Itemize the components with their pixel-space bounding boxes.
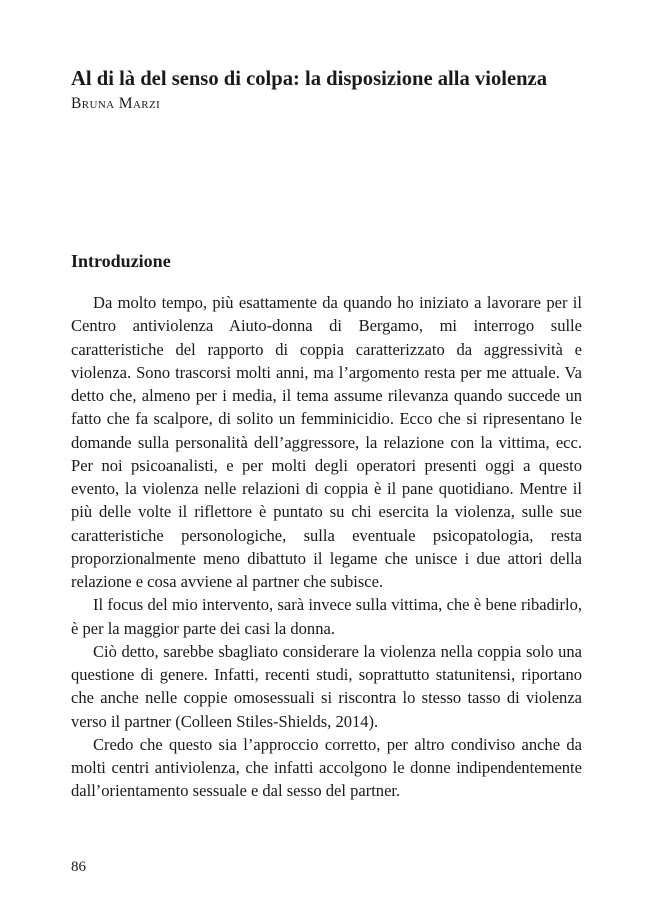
paragraph-4: Credo che questo sia l’approccio corretto, per altro condiviso anche da molti centri antiviolenza, che infatti accolgono le donne indipendentemente dall’orientamento sessuale e dal sesso del partner. xyxy=(71,734,582,801)
body-text xyxy=(71,291,582,803)
chapter-title: Al di là del senso di colpa: la disposizione alla violenza xyxy=(71,68,547,90)
paragraph-1: Da molto tempo, più esattamente da quando ho iniziato a lavorare per il Centro antiviolenza Aiuto-donna di Bergamo, mi interrogo sulle caratteristiche del rapporto di coppia caratterizzato da aggressività e violenza. Sono trascorsi molti anni, ma l’argomento resta per me attuale. Va detto che, almeno per i media, il tema assume rilevanza quando succede un fatto che fa scalpore, di solito un femminicidio. Ecco che si ripresentano le domande sulla personalità dell’aggressore, la relazione con la vittima, ecc. Per noi psicoanalisti, e per molti degli operatori presenti oggi a questo evento, la violenza nelle relazioni di coppia è il pane quotidiano. Mentre il più delle volte il riflettore è puntato su chi esercita la violenza, sulle sue caratteristiche personologiche, sulla eventuale psicopatologia, resta proporzionalmente meno dibattuto il legame che unisce i due attori della relazione e cosa avviene al partner che subisce. xyxy=(71,293,582,591)
page-number: 86 xyxy=(71,859,86,875)
book-page xyxy=(71,0,582,917)
chapter-author: Bruna Marzi xyxy=(71,95,161,112)
section-heading: Introduzione xyxy=(71,251,171,271)
paragraph-2: Il focus del mio intervento, sarà invece sulla vittima, che è bene ribadirlo, è per la maggior parte dei casi la donna. xyxy=(71,595,582,638)
paragraph-3: Ciò detto, sarebbe sbagliato considerare la violenza nella coppia solo una questione di genere. Infatti, recenti studi, soprattutto statunitensi, riportano che anche nelle coppie omosessuali si riscontra lo stesso tasso di violenza verso il partner (Colleen Stiles-Shields, 2014). xyxy=(71,641,582,731)
